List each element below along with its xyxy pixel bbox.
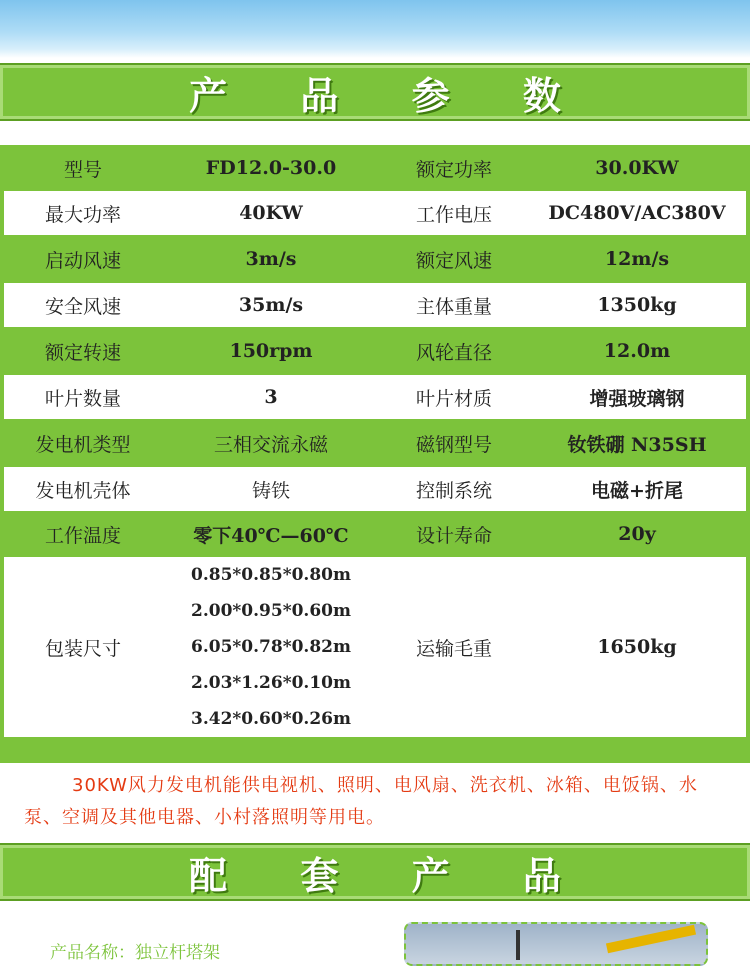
table-row <box>4 511 746 557</box>
spec-label: 风轮直径 <box>380 327 528 375</box>
spec-value: DC480V/AC380V <box>528 191 746 235</box>
spec-value: 3m/s <box>162 235 380 283</box>
product-name-label: 产品名称：独立杆塔架 <box>50 943 220 963</box>
product-description: 30KW风力发电机能供电视机、照明、电风扇、洗衣机、冰箱、电饭锅、水泵、空调及其他电器、小村落照明等用电。 <box>24 775 698 828</box>
section-title-accessories: 配 套 产 品 <box>189 852 591 898</box>
spec-value: 3 <box>162 375 380 419</box>
table-row <box>4 467 746 511</box>
section-banner-parameters <box>0 63 750 121</box>
spec-label: 安全风速 <box>4 283 162 327</box>
spec-label: 工作电压 <box>380 191 528 235</box>
spec-value: 增强玻璃钢 <box>528 375 746 419</box>
spec-label: 叶片数量 <box>4 375 162 419</box>
packing-size: 0.85*0.85*0.80m <box>191 565 351 585</box>
table-row <box>4 375 746 419</box>
table-row-packing <box>4 557 746 737</box>
table-row <box>4 191 746 235</box>
spec-label: 额定转速 <box>4 327 162 375</box>
spec-value: 20y <box>528 511 746 557</box>
spec-label: 最大功率 <box>4 191 162 235</box>
table-row <box>4 235 746 283</box>
spec-value: 1350kg <box>528 283 746 327</box>
spec-value: 12.0m <box>528 327 746 375</box>
spec-value: 电磁+折尾 <box>528 467 746 511</box>
spec-value: 35m/s <box>162 283 380 327</box>
spec-label: 主体重量 <box>380 283 528 327</box>
spec-label: 包装尺寸 <box>4 557 162 737</box>
spec-value: 钕铁硼 N35SH <box>528 419 746 467</box>
spec-label: 工作温度 <box>4 511 162 557</box>
table-row <box>4 283 746 327</box>
section-title-parameters: 产 品 参 数 <box>189 72 591 118</box>
spec-label: 额定风速 <box>380 235 528 283</box>
crane-hook-image <box>516 930 520 960</box>
sky-header-image <box>0 0 750 58</box>
spec-label: 运输毛重 <box>380 557 528 737</box>
spec-label: 设计寿命 <box>380 511 528 557</box>
packing-size: 2.03*1.26*0.10m <box>191 673 351 693</box>
table-row <box>4 145 746 191</box>
section-banner-accessories <box>0 843 750 901</box>
product-photo <box>404 922 708 966</box>
packing-size: 3.42*0.60*0.26m <box>191 709 351 729</box>
spec-label: 发电机类型 <box>4 419 162 467</box>
spec-label: 控制系统 <box>380 467 528 511</box>
crane-arm-image <box>606 925 696 953</box>
table-row <box>4 419 746 467</box>
spec-label: 发电机壳体 <box>4 467 162 511</box>
spec-value: 12m/s <box>528 235 746 283</box>
spec-value: 30.0KW <box>528 145 746 191</box>
spec-value: 1650kg <box>528 557 746 737</box>
spec-value: 铸铁 <box>162 467 380 511</box>
spec-value: 40KW <box>162 191 380 235</box>
table-row <box>4 327 746 375</box>
spec-value: 150rpm <box>162 327 380 375</box>
spec-label: 叶片材质 <box>380 375 528 419</box>
spec-table-container <box>0 145 750 763</box>
spec-value: 三相交流永磁 <box>162 419 380 467</box>
packing-sizes <box>162 557 380 737</box>
spec-label: 型号 <box>4 145 162 191</box>
spec-label: 启动风速 <box>4 235 162 283</box>
packing-size: 2.00*0.95*0.60m <box>191 601 351 621</box>
spec-value: FD12.0-30.0 <box>162 145 380 191</box>
spec-table <box>4 145 746 737</box>
spec-value: 零下40℃—60℃ <box>162 511 380 557</box>
packing-size: 6.05*0.78*0.82m <box>191 637 351 657</box>
spec-label: 额定功率 <box>380 145 528 191</box>
spec-label: 磁钢型号 <box>380 419 528 467</box>
